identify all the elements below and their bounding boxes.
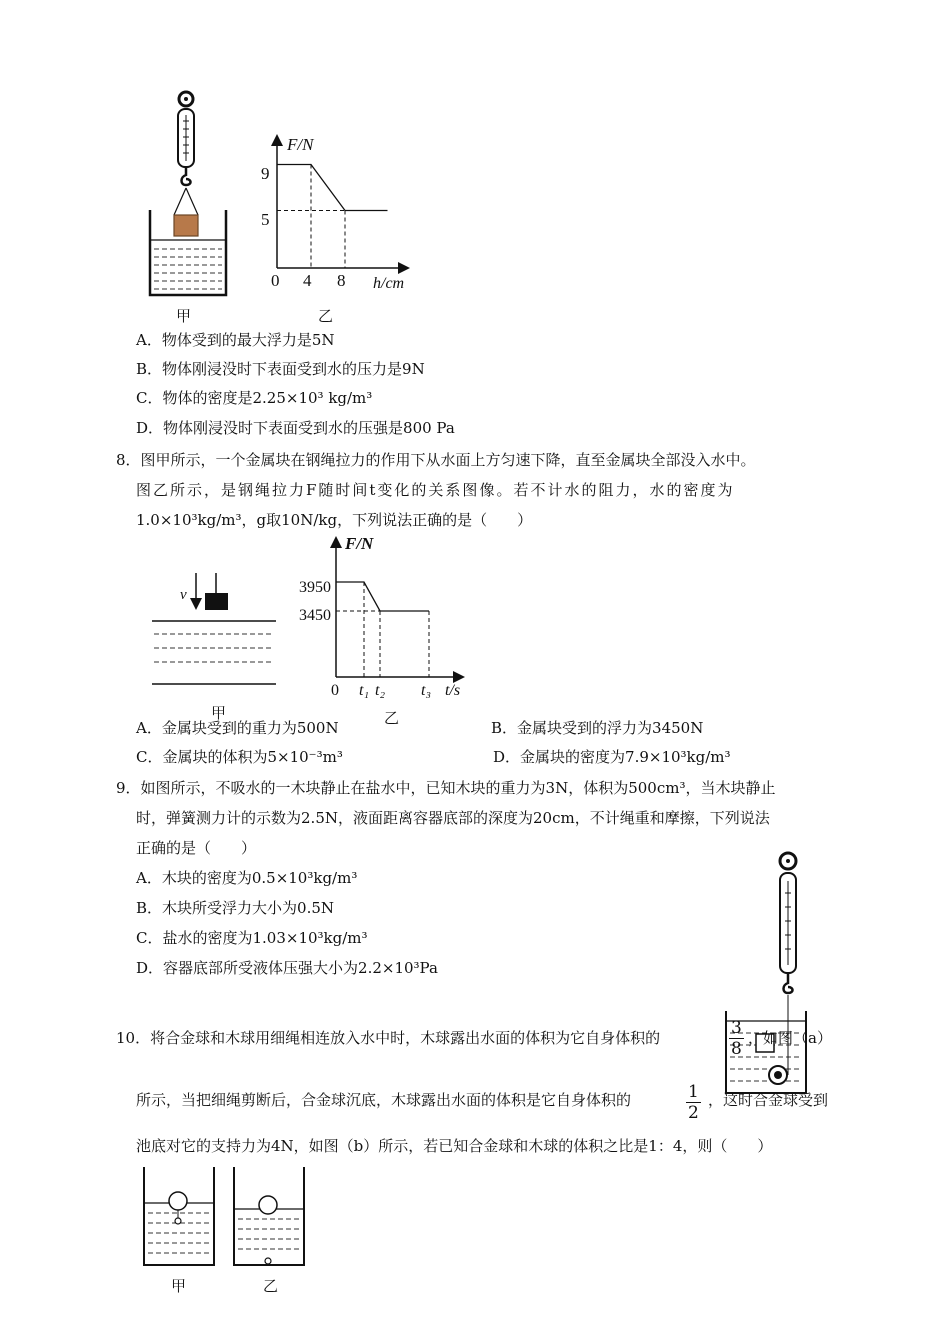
q9-stem-line-1: 9．如图所示，不吸水的一木块静止在盐水中，已知木块的重力为3N，体积为500cm³，当木块静止 — [116, 779, 776, 797]
q8-stem-line-1: 8．图甲所示，一个金属块在钢绳拉力的作用下从水面上方匀速下降，直至金属块全部没入水中。 — [116, 451, 756, 469]
q7-y-tick-9: 9 — [261, 164, 270, 183]
q8-y-tick-3950: 3950 — [299, 579, 331, 596]
q7-option-c: C．物体的密度是2.25×10³ kg/m³ — [136, 389, 373, 407]
q10-stem-line-2: 所示，当把细绳剪断后，合金球沉底，木球露出水面的体积是它自身体积的 — [136, 1091, 632, 1109]
q9-option-a: A．木块的密度为0.5×10³kg/m³ — [136, 869, 358, 887]
q9-option-d: D．容器底部所受液体压强大小为2.2×10³Pa — [136, 959, 438, 977]
q8-velocity-label: v — [180, 587, 187, 603]
q10-fraction-1-2 — [686, 1082, 701, 1123]
q7-spring-scale-figure — [140, 85, 240, 300]
q8-falling-block-figure — [150, 565, 282, 690]
q10-fraction-3-8 — [729, 1018, 744, 1059]
q9-option-b: B．木块所受浮力大小为0.5N — [136, 899, 335, 917]
q7-x-tick-0: 0 — [271, 271, 280, 290]
q7-x-tick-4: 4 — [303, 271, 312, 290]
q8-x-tick-0: 0 — [331, 682, 339, 699]
q8-option-b: B．金属块受到的浮力为3450N — [491, 719, 704, 737]
q10-stem-line-3: 池底对它的支持力为4N，如图（b）所示，若已知合金球和木球的体积之比是1：4，则（ ） — [136, 1137, 773, 1155]
q7-x-axis-label: h/cm — [373, 275, 405, 292]
q8-stem-line-3: 1.0×10³kg/m³，g取10N/kg，下列说法正确的是（ ） — [136, 511, 533, 529]
q7-label-yi: 乙 — [318, 307, 334, 325]
q10-stem-line-1: 10．将合金球和木球用细绳相连放入水中时，木球露出水面的体积为它自身体积的 — [116, 1029, 661, 1047]
q8-label-jia: 甲 — [211, 704, 227, 722]
q10-frac2-den: 2 — [688, 1103, 699, 1123]
q8-x-tick-t1: t₁ — [359, 682, 370, 699]
q10-stem-line-2-tail: ，这时合金球受到 — [708, 1091, 829, 1109]
q8-x-tick-t2: t₂ — [375, 682, 386, 699]
q7-x-tick-8: 8 — [337, 271, 346, 290]
q10-frac1-num: 3 — [731, 1018, 742, 1038]
q8-label-yi: 乙 — [384, 709, 400, 727]
q7-force-curve — [277, 165, 388, 211]
q8-y-axis-label: F/N — [345, 534, 374, 553]
q10-frac1-den: 8 — [731, 1039, 742, 1059]
q10-label-yi: 乙 — [263, 1277, 279, 1295]
q7-option-a: A．物体受到的最大浮力是5N — [136, 331, 335, 349]
q10-stem-line-1-tail: ，如图（a） — [748, 1029, 832, 1047]
q7-option-b: B．物体刚浸没时下表面受到水的压力是9N — [136, 360, 425, 378]
q9-stem-line-3: 正确的是（ ） — [136, 839, 257, 857]
q8-x-axis-label: t/s — [445, 682, 461, 699]
q7-y-axis-label: F/N — [287, 135, 314, 154]
q8-y-tick-3450: 3450 — [299, 607, 331, 624]
q9-option-c: C．盐水的密度为1.03×10³kg/m³ — [136, 929, 368, 947]
q7-label-jia: 甲 — [176, 307, 192, 325]
q10-frac2-num: 1 — [688, 1082, 699, 1102]
q7-y-tick-5: 5 — [261, 210, 270, 229]
q8-option-a: A．金属块受到的重力为500N — [136, 719, 339, 737]
q8-x-tick-t3: t₃ — [421, 682, 432, 699]
q8-force-curve — [336, 582, 429, 611]
q8-force-time-graph — [295, 533, 475, 703]
q7-option-d: D．物体刚浸没时下表面受到水的压强是800 Pa — [136, 419, 455, 437]
q9-stem-line-2: 时，弹簧测力计的示数为2.5N，液面距离容器底部的深度为20cm，不计绳重和摩擦，下列说法 — [136, 809, 770, 827]
q8-stem-line-2: 图乙所示，是钢绳拉力F随时间t变化的关系图像。若不计水的阻力，水的密度为 — [136, 481, 735, 499]
q8-option-d: D．金属块的密度为7.9×10³kg/m³ — [493, 748, 731, 766]
q10-label-jia: 甲 — [171, 1277, 187, 1295]
q7-force-depth-graph — [255, 132, 425, 297]
q10-balls-figure — [140, 1165, 315, 1270]
q8-option-c: C．金属块的体积为5×10⁻³m³ — [136, 748, 343, 766]
